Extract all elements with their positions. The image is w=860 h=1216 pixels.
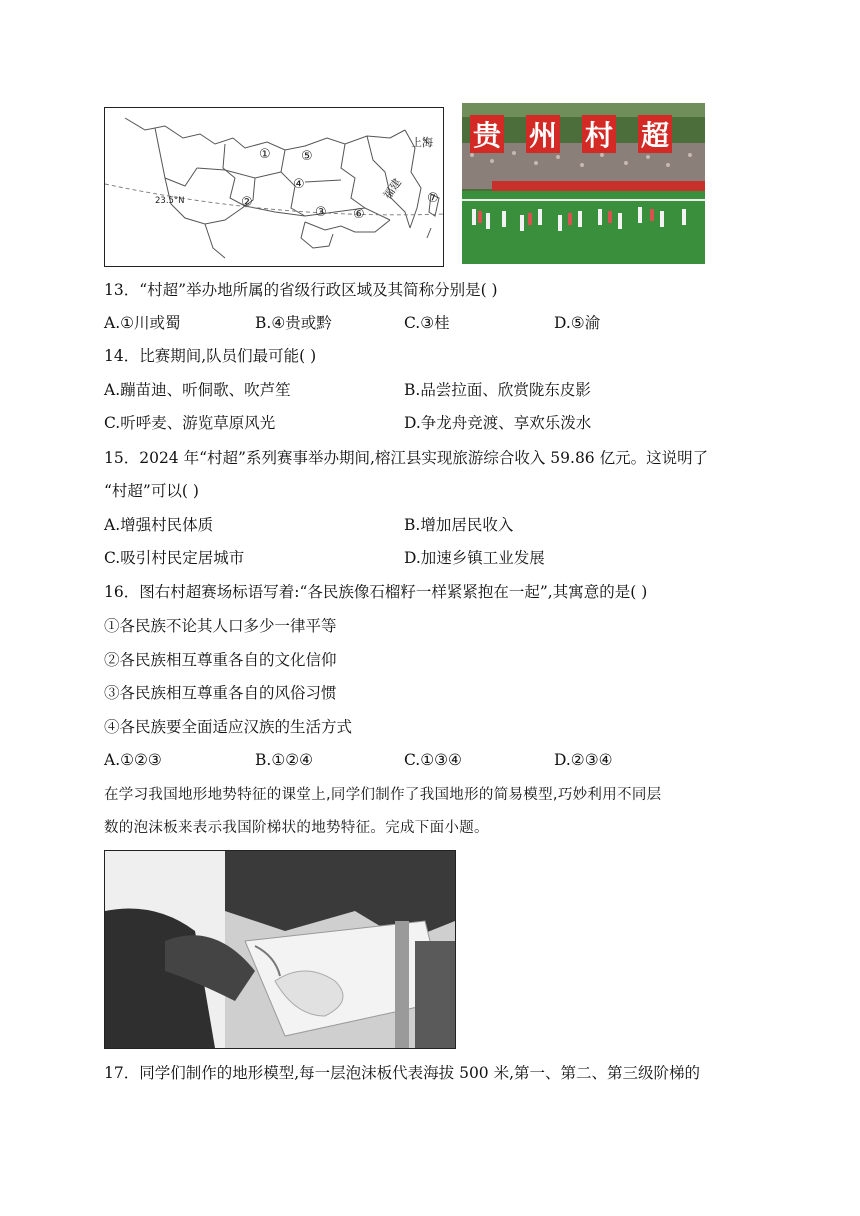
question-14-option-d[interactable]: D.争龙舟竞渡、享欢乐泼水 <box>404 414 592 432</box>
question-13-option-d[interactable]: D.⑤渝 <box>554 314 601 332</box>
banner-char-2: 州 <box>528 119 558 152</box>
question-14-stem: 14．比赛期间,队员们最可能( ) <box>104 347 317 365</box>
map-label-5: ⑤ <box>301 149 313 164</box>
question-16-stem: 16．图右村超赛场标语写着:“各民族像石榴籽一样紧紧抱在一起”,其寓意的是( ) <box>104 583 648 601</box>
map-place-fujian: 福建 <box>380 176 405 202</box>
question-15-stem: 15．2024 年“村超”系列赛事举办期间,榕江县实现旅游综合收入 59.86 亿元。这说明了 <box>104 449 709 467</box>
question-16-option-d[interactable]: D.②③④ <box>554 751 613 769</box>
map-label-7: ⑦ <box>427 191 439 206</box>
question-15-option-b[interactable]: B.增加居民收入 <box>404 516 514 534</box>
question-13-option-c[interactable]: C.③桂 <box>404 314 450 332</box>
question-15-option-d[interactable]: D.加速乡镇工业发展 <box>404 549 545 567</box>
map-label-6: ⑥ <box>353 207 365 222</box>
question-13-option-b[interactable]: B.④贵或黔 <box>255 314 332 332</box>
question-16-statement-1: ①各民族不论其人口多少一律平等 <box>104 617 337 635</box>
intro-line-1: 在学习我国地形地势特征的课堂上,同学们制作了我国地形的简易模型,巧妙利用不同层 <box>104 787 662 803</box>
question-17-stem: 17．同学们制作的地形模型,每一层泡沫板代表海拔 500 米,第一、第二、第三级阶梯的 <box>104 1064 701 1082</box>
question-15-option-a[interactable]: A.增强村民体质 <box>104 516 214 534</box>
south-china-map <box>105 108 444 267</box>
map-place-shanghai: 上海 <box>411 136 433 149</box>
classroom-photo-image <box>105 851 455 1048</box>
map-label-1: ① <box>259 147 271 162</box>
intro-line-2: 数的泡沫板来表示我国阶梯状的地势特征。完成下面小题。 <box>104 820 489 836</box>
question-16-option-a[interactable]: A.①②③ <box>104 751 162 769</box>
question-14-option-b[interactable]: B.品尝拉面、欣赏陇东皮影 <box>404 381 591 399</box>
map-label-4: ④ <box>293 177 305 192</box>
question-15-option-c[interactable]: C.吸引村民定居城市 <box>104 549 245 567</box>
question-16-statement-4: ④各民族要全面适应汉族的生活方式 <box>104 718 353 736</box>
question-13-stem: 13．“村超”举办地所属的省级行政区域及其简称分别是( ) <box>104 281 498 299</box>
question-16-option-b[interactable]: B.①②④ <box>255 751 314 769</box>
question-16-statement-2: ②各民族相互尊重各自的文化信仰 <box>104 651 337 669</box>
question-14-option-a[interactable]: A.蹦苗迪、听侗歌、吹芦笙 <box>104 381 291 399</box>
photo-image <box>462 103 705 264</box>
map-latitude-label: 23.5°N <box>155 196 185 206</box>
banner-char-1: 贵 <box>472 119 502 152</box>
question-14-option-c[interactable]: C.听呼麦、游览草原风光 <box>104 414 276 432</box>
village-super-league-photo <box>462 103 705 264</box>
map-figure <box>104 107 444 267</box>
map-label-3: ③ <box>315 205 327 220</box>
terrain-model-photo <box>104 850 456 1049</box>
banner-char-4: 超 <box>640 119 670 152</box>
question-16-statement-3: ③各民族相互尊重各自的风俗习惯 <box>104 684 337 702</box>
banner-char-3: 村 <box>584 119 614 152</box>
question-15-stem-continued: “村超”可以( ) <box>104 482 199 500</box>
question-13-option-a[interactable]: A.①川或蜀 <box>104 314 181 332</box>
map-label-2: ② <box>241 195 253 210</box>
question-16-option-c[interactable]: C.①③④ <box>404 751 462 769</box>
